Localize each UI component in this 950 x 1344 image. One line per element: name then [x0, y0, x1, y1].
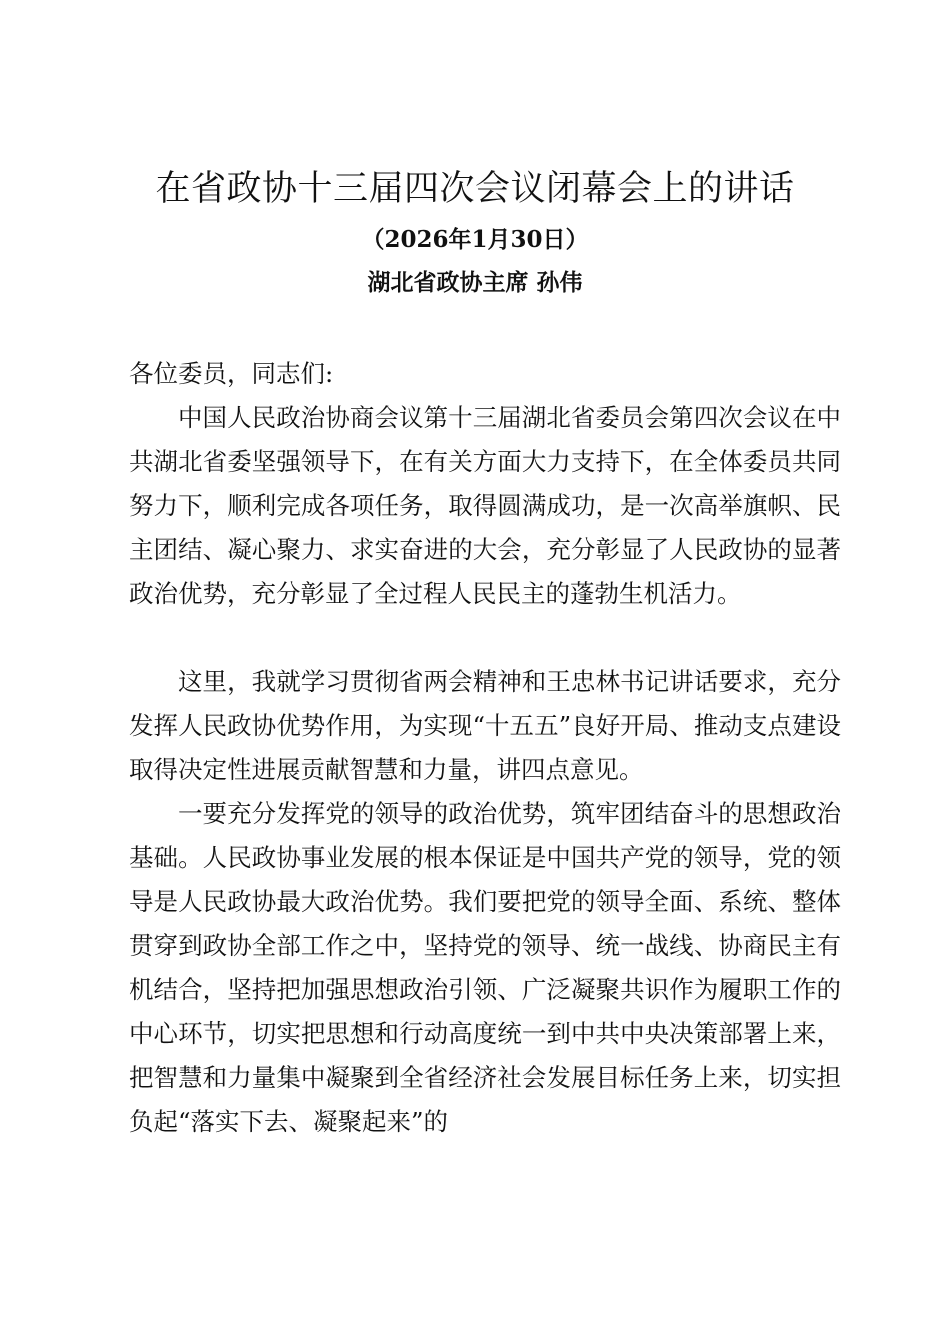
- salutation: 各位委员，同志们:: [129, 359, 334, 388]
- speech-title: 在省政协十三届四次会议闭幕会上的讲话: [155, 169, 795, 209]
- body-paragraph-3: 一要充分发挥党的领导的政治优势，筑牢团结奋斗的思想政治基础。人民政协事业发展的根本保证是中国共产党的领导，党的领导是人民政协最大政治优势。我们要把党的领导全面、系统、整体贯穿到政协全部工作之中，坚持党的领导、统一战线、协商民主有机结合，坚持把加强思想政治引领、广泛凝聚共识作为履职工作的中心环节，切实把思想和行动高度统一到中共中央决策部署上来，把智慧和力量集中凝聚到全省经济社会发展目标任务上来，切实担负起“落实下去、凝聚起来”的: [129, 799, 841, 1136]
- speech-author: 湖北省政协主席 孙伟: [367, 269, 583, 296]
- speech-date: （2026年1月30日）: [361, 226, 589, 253]
- body-paragraph-2: 这里，我就学习贯彻省两会精神和王忠林书记讲话要求，充分发挥人民政协优势作用，为实现“十五五”良好开局、推动支点建设取得决定性进展贡献智慧和力量，讲四点意见。: [129, 667, 841, 784]
- body-paragraph-1: 中国人民政治协商会议第十三届湖北省委员会第四次会议在中共湖北省委坚强领导下，在有关方面大力支持下，在全体委员共同努力下，顺利完成各项任务，取得圆满成功，是一次高举旗帜、民主团结、凝心聚力、求实奋进的大会，充分彰显了人民政协的显著政治优势，充分彰显了全过程人民民主的蓬勃生机活力。: [129, 403, 841, 608]
